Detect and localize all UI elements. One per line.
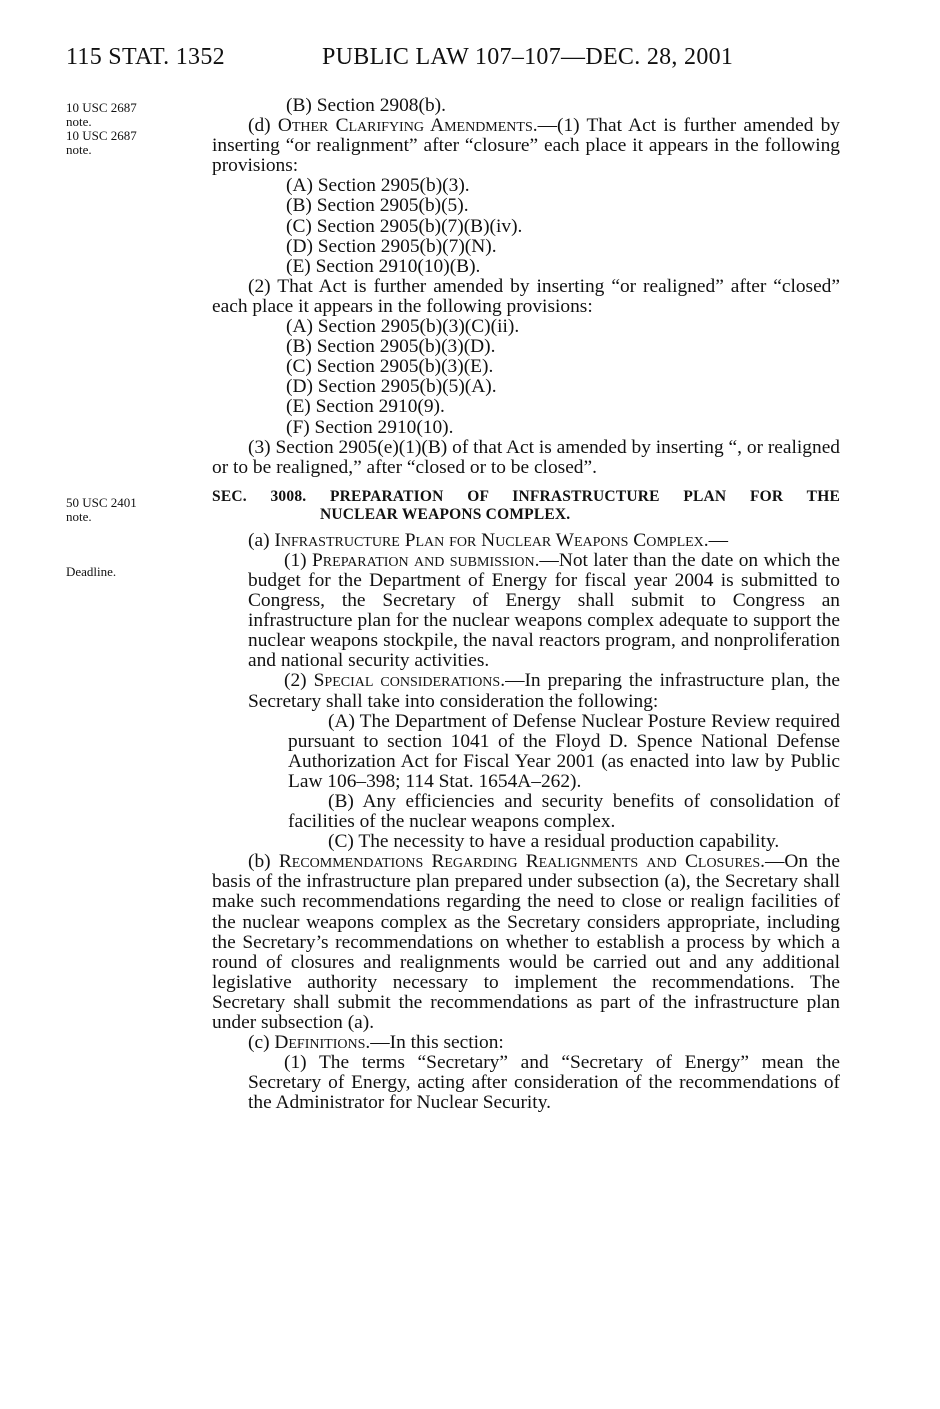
text: —On the basis of the infrastructure plan prepared under subsection (a), the Secretary shall make such recommendations regarding the need to close or realign facilities of the nuclear weapons complex as the Secretary considers appropriate, including the Secretary’s recommendations on whether to establish a process by which a round of closures and realignments would be carried out and any additional legislative authority necessary to implement the recommendations. The Secretary shall submit the recommendations as part of the infrastructure plan under subsection (a). (212, 851, 840, 1034)
margin-note (66, 129, 186, 157)
paragraph (212, 531, 840, 551)
label: (d) (248, 115, 278, 137)
text: —In preparing the infrastructure plan, the Secretary shall take into consideration the following: (248, 670, 840, 712)
margin-note-line: 50 USC 2401 (66, 495, 137, 510)
paragraph-heading: Special considerations. (313, 670, 506, 692)
label: (c) (248, 1032, 275, 1054)
label: (1) (284, 549, 313, 571)
label: (b) (248, 851, 279, 873)
paragraph: (3) Section 2905(e)(1)(B) of that Act is amended by inserting “, or realigned or to be realigned,” after “closed or to be closed”. (212, 436, 840, 478)
paragraph: (1) The terms “Secretary” and “Secretary of Energy” mean the Secretary of Energy, acting after consideration of the recommendations of the Administrator for Nuclear Security. (248, 1052, 840, 1114)
paragraph (212, 551, 840, 672)
law-reference: PUBLIC LAW 107–107—DEC. 28, 2001 (322, 44, 734, 70)
subsection-heading: Definitions. (274, 1032, 371, 1054)
paragraph: (D) Section 2905(b)(7)(N). (286, 235, 497, 257)
section-heading-line: NUCLEAR WEAPONS COMPLEX. (320, 505, 571, 523)
text: —In this section: (370, 1032, 504, 1054)
paragraph: (C) The necessity to have a residual production capability. (328, 831, 780, 853)
paragraph: (E) Section 2910(10)(B). (286, 255, 481, 277)
paragraph: (F) Section 2910(10). (286, 416, 454, 438)
paragraph: (A) Section 2905(b)(3)(C)(ii). (286, 316, 520, 338)
paragraph: (C) Section 2905(b)(3)(E). (286, 356, 494, 378)
subsection-heading: Other Clarifying Amendments. (277, 115, 538, 137)
paragraph: (A) The Department of Defense Nuclear Posture Review required pursuant to section 1041 of the Floyd D. Spence National Defense Authorization Act for Fiscal Year 2001 (as enacted into law by Public Law 106–398; 114 Stat. 1654A–262). (288, 710, 840, 792)
paragraph (212, 671, 840, 711)
paragraph: (B) Section 2905(b)(5). (286, 195, 469, 217)
label: (a) (248, 529, 275, 551)
margin-note (66, 496, 186, 524)
document-body (212, 96, 840, 1114)
paragraph: (A) Section 2905(b)(3). (286, 175, 470, 197)
section-heading (212, 488, 840, 524)
margin-note-line: Deadline. (66, 564, 117, 579)
paragraph: (E) Section 2910(9). (286, 396, 445, 418)
text: — (708, 529, 729, 551)
margin-note-line: note. (66, 114, 92, 129)
paragraph: (2) That Act is further amended by inserting “or realigned” after “closed” each place it appears in the following provisions: (212, 275, 840, 317)
paragraph: (B) Section 2908(b). (286, 95, 446, 116)
paragraph (212, 852, 840, 1033)
text: —Not later than the date on which the budget for the Department of Energy for fiscal year 2004 is submitted to Congress, the Secretary of Energy shall submit to Congress an infrastructure plan for the nuclear weapons complex adequate to support the nuclear weapons stockpile, the naval reactors program, and nonproliferation and national security activities. (248, 549, 840, 672)
margin-note (66, 565, 186, 579)
subsection-heading: Infrastructure Plan for Nuclear Weapons Complex. (274, 529, 709, 551)
margin-note-line: note. (66, 509, 92, 524)
page-reference: 115 STAT. 1352 (66, 44, 225, 70)
text: —(1) That Act is further amended by inserting “or realignment” after “closure” each place it appears in the following provisions: (212, 115, 840, 177)
paragraph: (D) Section 2905(b)(5)(A). (286, 376, 497, 398)
paragraph-heading: Preparation and submission. (312, 549, 540, 571)
paragraph (212, 116, 840, 176)
margin-note (66, 101, 186, 129)
section-heading-line: SEC. 3008. PREPARATION OF INFRASTRUCTURE PLAN FOR THE (212, 487, 840, 505)
margin-note-line: 10 USC 2687 (66, 100, 137, 115)
paragraph: (C) Section 2905(b)(7)(B)(iv). (286, 215, 523, 237)
margin-note-line: note. (66, 142, 92, 157)
label: (2) (284, 670, 314, 692)
margin-note-line: 10 USC 2687 (66, 128, 137, 143)
paragraph: (B) Any efficiencies and security benefits of consolidation of facilities of the nuclear weapons complex. (288, 791, 840, 833)
subsection-heading: Recommendations Regarding Realignments and Closures. (278, 851, 765, 873)
paragraph: (B) Section 2905(b)(3)(D). (286, 336, 496, 358)
paragraph (212, 1033, 840, 1053)
